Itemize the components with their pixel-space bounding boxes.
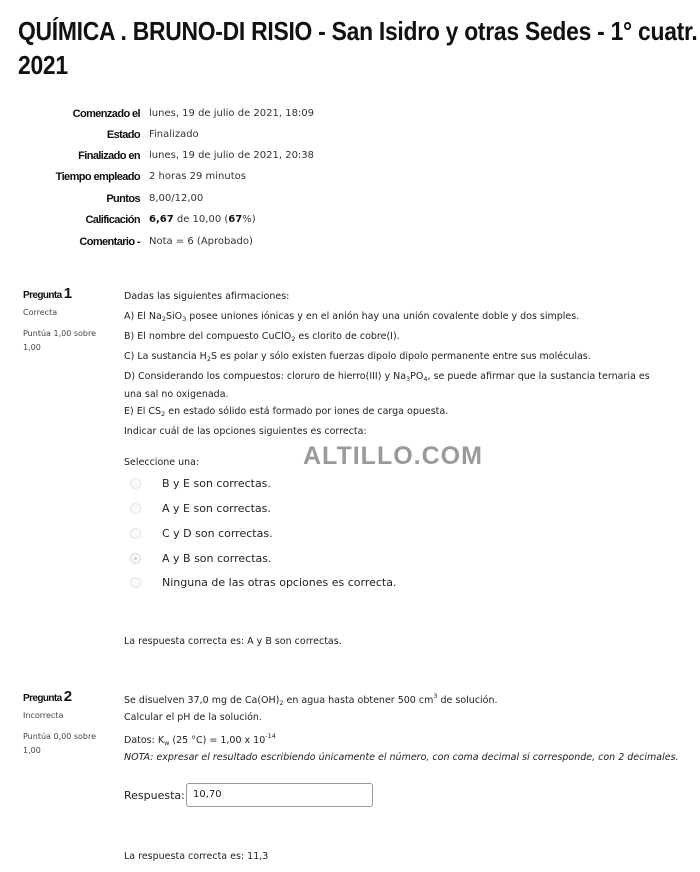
page-title xyxy=(18,14,698,82)
grade-end: %) xyxy=(242,214,256,225)
radio-button[interactable] xyxy=(130,577,141,588)
summary-label: Puntos xyxy=(106,193,140,205)
radio-button[interactable] xyxy=(130,503,141,514)
select-label: Seleccione una: xyxy=(124,457,200,468)
summary-row-time xyxy=(0,171,700,189)
question-text: Dadas las siguientes afirmaciones: xyxy=(124,291,290,302)
option-label: C y D son correctas. xyxy=(162,527,273,540)
summary-label: Estado xyxy=(106,129,140,141)
summary-row-state xyxy=(0,129,700,147)
answer-input-value: 10,70 xyxy=(193,789,222,800)
summary-row-started xyxy=(0,108,700,126)
answer-option[interactable] xyxy=(130,524,530,544)
question-state: Correcta xyxy=(23,308,58,317)
answer-option[interactable] xyxy=(130,573,530,593)
summary-row-finished xyxy=(0,150,700,168)
summary-value: Nota = 6 (Aprobado) xyxy=(149,236,253,247)
question-grade: Puntúa 0,00 sobre 1,00 xyxy=(23,732,97,755)
correct-answer-feedback: La respuesta correcta es: A y B son correctas. xyxy=(124,636,342,647)
grade-value: 6,67 xyxy=(149,214,174,225)
question-number: Pregunta 2 xyxy=(23,688,73,705)
answer-option-selected[interactable] xyxy=(130,549,530,569)
summary-label: Comenzado el xyxy=(72,108,140,120)
summary-label: Comentario - xyxy=(79,236,140,248)
statement-d: D) Considerando los compuestos: cloruro de hierro(III) y $Na_3PO_4$, se puede afirmar que la sustancia ternaria es una sal no oxigenada. xyxy=(124,371,650,400)
question-text: Calcular el pH de la solución. xyxy=(124,712,262,723)
summary-row-grade xyxy=(0,214,700,232)
option-label: A y B son correctas. xyxy=(162,552,272,565)
page-title-line-2: 2021 xyxy=(18,50,68,80)
question-note: NOTA: expresar el resultado escribiendo únicamente el número, con coma decimal si corresponde, con 2 decimales. xyxy=(124,752,679,763)
statement-a: A) El $Na_2SiO_3$ posee uniones iónicas y en el anión hay una unión covalente doble y dos simples. xyxy=(124,311,580,323)
question-state: Incorrecta xyxy=(23,711,64,720)
summary-row-points xyxy=(0,193,700,211)
question-grade: Puntúa 1,00 sobre 1,00 xyxy=(23,329,97,352)
answer-option[interactable] xyxy=(130,474,530,494)
summary-row-comment xyxy=(0,236,700,254)
radio-button-checked[interactable] xyxy=(130,553,141,564)
watermark: ALTILLO.COM xyxy=(303,442,483,470)
statement-b: B) El nombre del compuesto CuClO$_2$ es clorito de cobre(I). xyxy=(124,331,400,343)
summary-label: Finalizado en xyxy=(78,150,140,162)
statement-c: C) La sustancia $H_2S$ es polar y sólo existen fuerzas dipolo dipolo permanente entre sus moléculas. xyxy=(124,351,591,363)
grade-mid: de 10,00 ( xyxy=(176,214,229,225)
answer-option[interactable] xyxy=(130,499,530,519)
summary-value: 8,00/12,00 xyxy=(149,193,204,204)
question-prompt: Indicar cuál de las opciones siguientes es correcta: xyxy=(124,426,367,437)
summary-value xyxy=(149,214,256,225)
statement-e: E) El $CS_2$ en estado sólido está formado por iones de carga opuesta. xyxy=(124,406,449,418)
radio-button[interactable] xyxy=(130,528,141,539)
summary-label: Calificación xyxy=(85,214,140,226)
option-label: B y E son correctas. xyxy=(162,477,271,490)
summary-value: 2 horas 29 minutos xyxy=(149,171,246,182)
option-label: Ninguna de las otras opciones es correcta. xyxy=(162,576,397,589)
correct-answer-feedback: La respuesta correcta es: 11,3 xyxy=(124,851,269,862)
summary-value: Finalizado xyxy=(149,129,199,140)
question-1-info xyxy=(23,285,115,355)
answer-input[interactable] xyxy=(186,783,373,807)
grade-percent: 67 xyxy=(228,214,243,225)
page-title-line-1: QUÍMICA . BRUNO-DI RISIO - San Isidro y otras Sedes - 1° cuatr. xyxy=(18,16,698,46)
question-data: Datos: $K_w$ (25 °C) = 1,00 x $10^{-14}$ xyxy=(124,732,276,747)
answer-label: Respuesta: xyxy=(124,789,185,802)
summary-label: Tiempo empleado xyxy=(55,171,140,183)
summary-value: lunes, 19 de julio de 2021, 18:09 xyxy=(149,108,315,119)
question-2-info xyxy=(23,688,115,758)
option-label: A y E son correctas. xyxy=(162,502,271,515)
radio-button[interactable] xyxy=(130,478,141,489)
question-text: Se disuelven 37,0 mg de $Ca(OH)_2$ en agua hasta obtener 500 $cm^3$ de solución. xyxy=(124,692,498,707)
summary-value: lunes, 19 de julio de 2021, 20:38 xyxy=(149,150,315,161)
question-number: Pregunta 1 xyxy=(23,285,73,302)
